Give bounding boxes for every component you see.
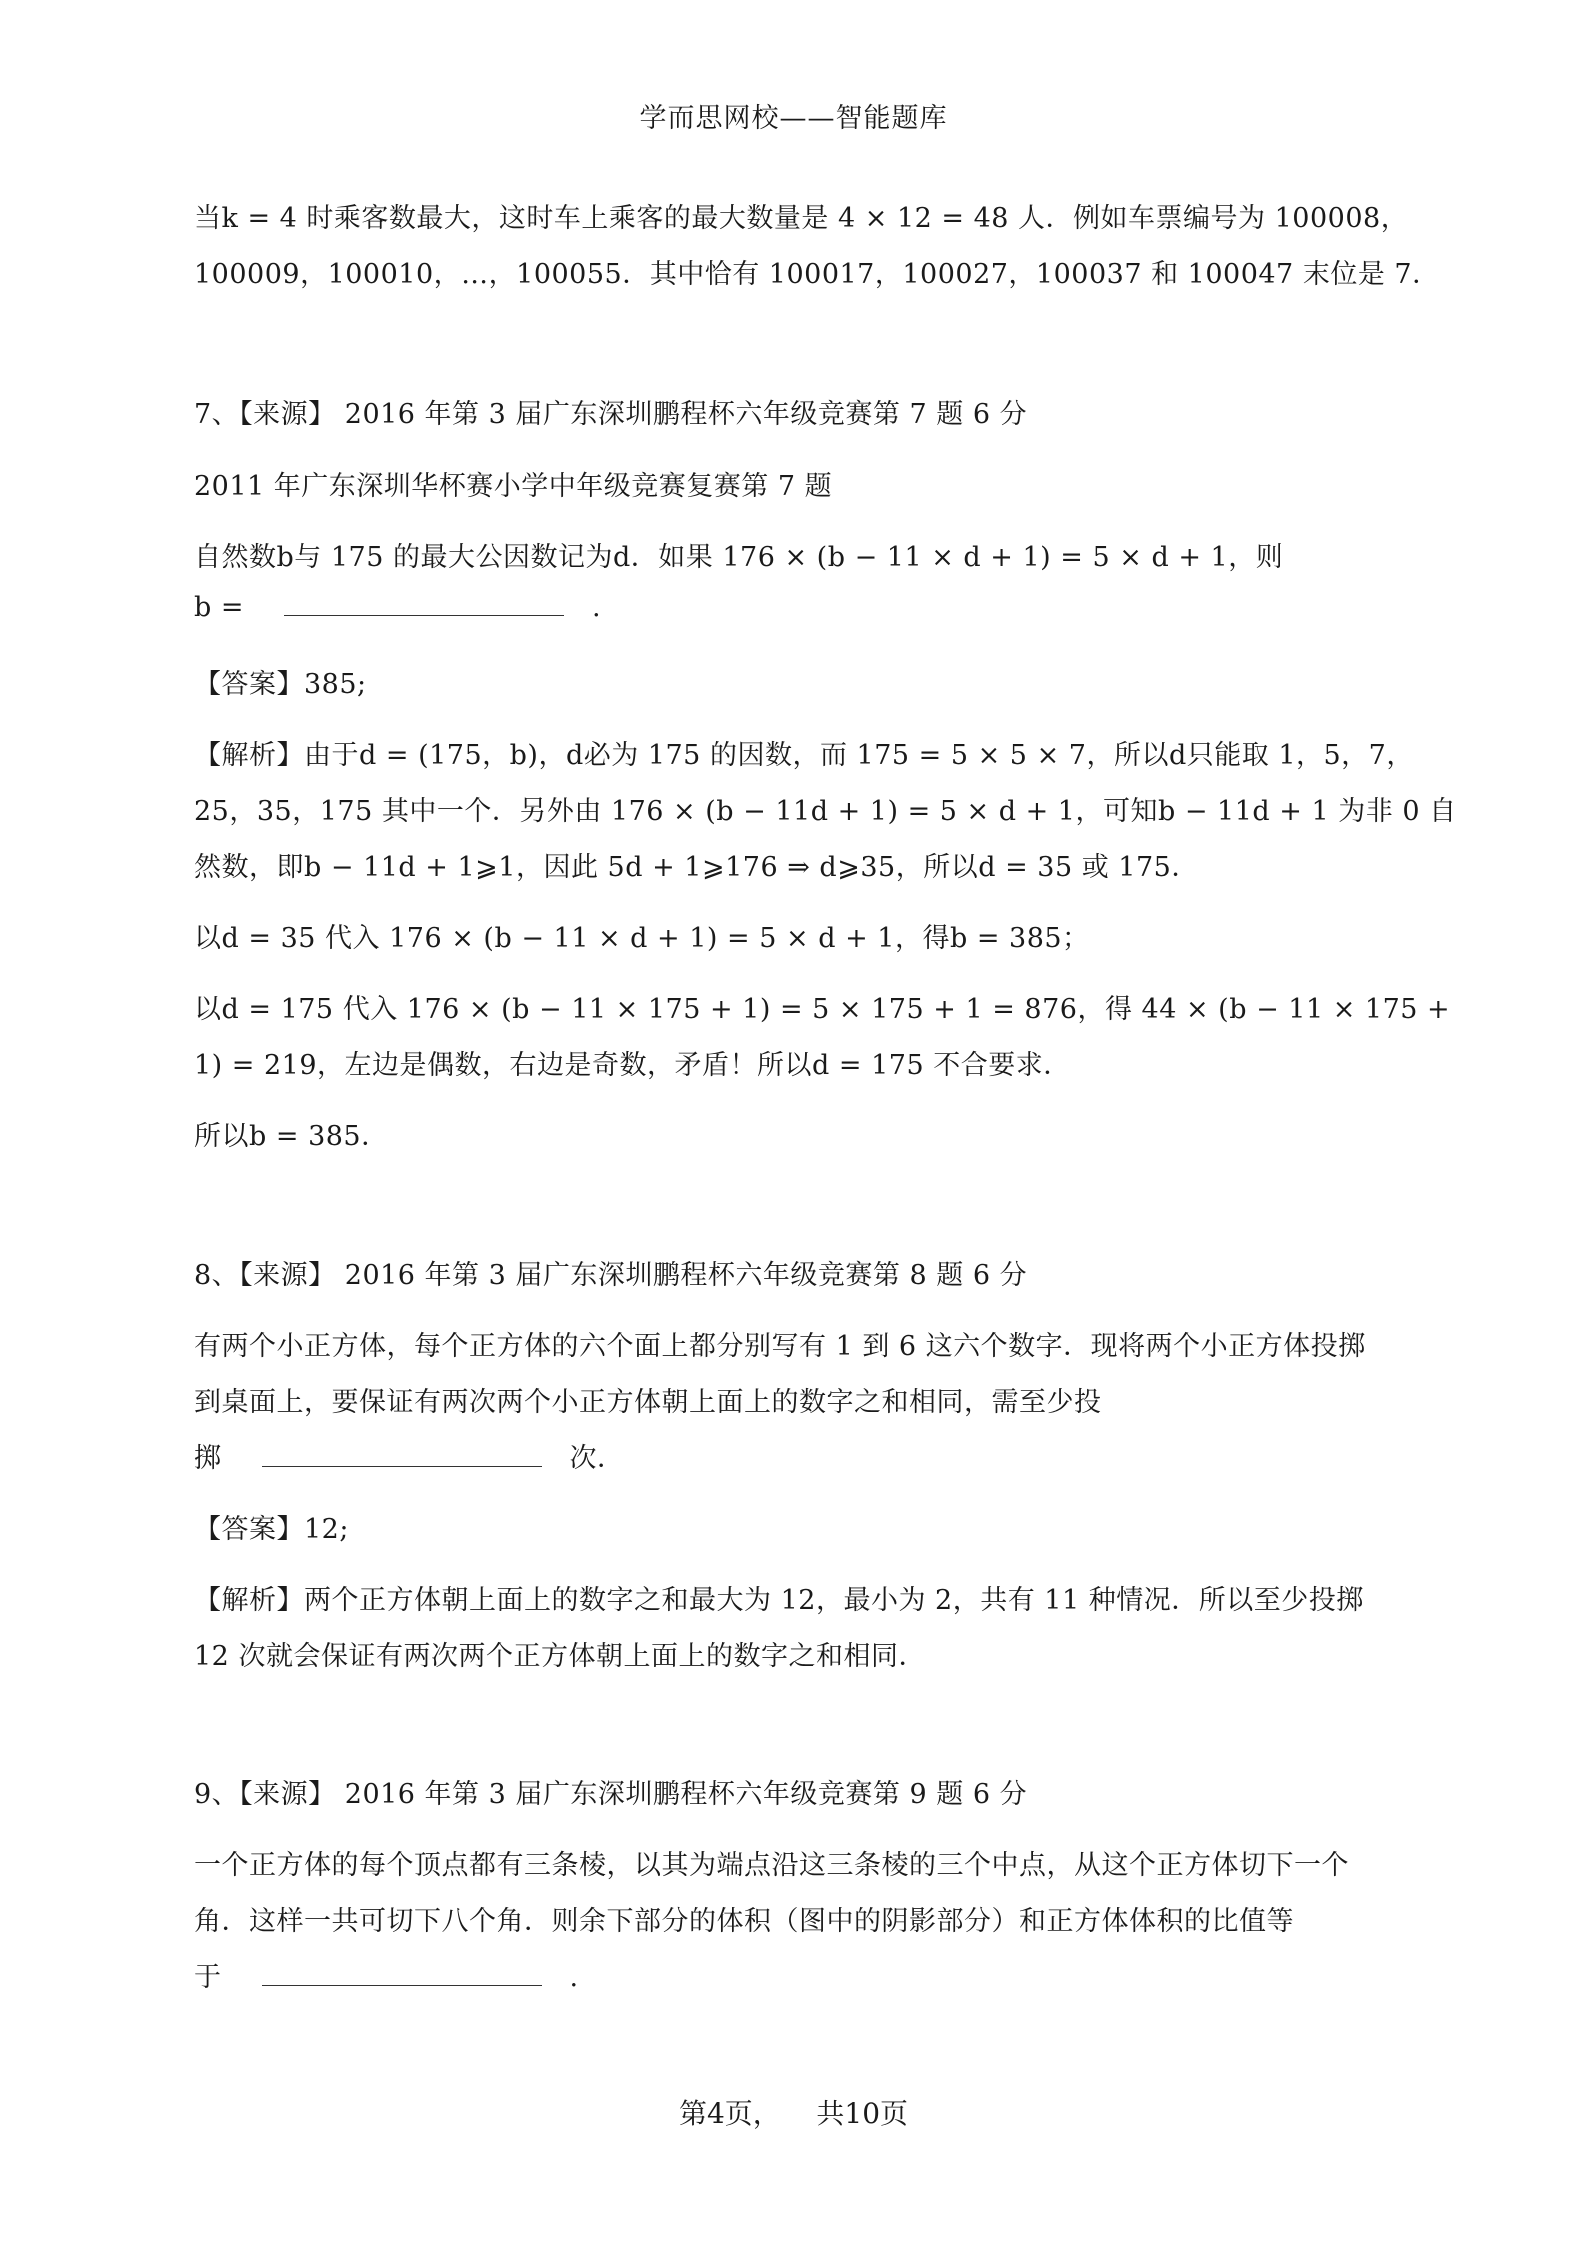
q9-stem-line-3 (194, 1955, 579, 1994)
q8-answer: 【答案】12; (194, 1514, 349, 1545)
q8-analysis-line-2: 12 次就会保证有两次两个正方体朝上面上的数字之和相同． (194, 1641, 926, 1672)
q7-analysis-line-7: 所以b = 385． (194, 1121, 389, 1152)
q8-source: 8、【来源】 2016 年第 3 届广东深圳鹏程杯六年级竞赛第 8 题 6 分 (194, 1260, 1028, 1291)
q7-analysis-line-2: 25，35，175 其中一个．另外由 176 × (b − 11d + 1) = 5 × d + 1，可知b − 11d + 1 为非 0 自 (194, 796, 1457, 827)
q7-analysis-line-6: 1) = 219，左边是偶数，右边是奇数，矛盾！所以d = 175 不合要求． (194, 1050, 1071, 1081)
q7-analysis-line-5: 以d = 175 代入 176 × (b − 11 × 175 + 1) = 5 × 175 + 1 = 876，得 44 × (b − 11 × 175 + (194, 994, 1451, 1025)
q8-analysis-line-1: 【解析】两个正方体朝上面上的数字之和最大为 12，最小为 2，共有 11 种情况．所以至少投掷 (194, 1585, 1364, 1616)
page-total: 共10页 (816, 2097, 909, 2130)
q7-source: 7、【来源】 2016 年第 3 届广东深圳鹏程杯六年级竞赛第 7 题 6 分 (194, 399, 1028, 430)
prev-solution-line-2: 100009，100010，…，100055．其中恰有 100017，100027，100037 和 100047 末位是 7． (194, 259, 1440, 290)
q7-stem-prefix: b = (194, 592, 244, 623)
page-footer (0, 2092, 1587, 2132)
q9-answer-blank (262, 1961, 542, 1986)
q9-stem-suffix: . (569, 1962, 579, 1993)
page-number: 第4页， (678, 2097, 781, 2130)
q8-answer-blank (262, 1442, 542, 1467)
q7-stem-line-2 (194, 591, 601, 623)
q9-stem-prefix: 于 (194, 1962, 222, 1993)
q7-answer-blank (284, 591, 564, 616)
q7-answer: 【答案】385; (194, 669, 367, 700)
q8-stem-line-3 (194, 1436, 625, 1475)
page-header: 学而思网校——智能题库 (639, 103, 948, 134)
q7-stem-suffix: . (592, 592, 602, 623)
q8-stem-prefix: 掷 (194, 1443, 222, 1474)
q9-stem-line-1: 一个正方体的每个顶点都有三条棱，以其为端点沿这三条棱的三个中点，从这个正方体切下一个 (194, 1850, 1349, 1881)
q9-source: 9、【来源】 2016 年第 3 届广东深圳鹏程杯六年级竞赛第 9 题 6 分 (194, 1779, 1028, 1810)
q8-stem-line-1: 有两个小正方体，每个正方体的六个面上都分别写有 1 到 6 这六个数字．现将两个小正方体投掷 (194, 1331, 1366, 1362)
q8-stem-suffix: 次． (569, 1443, 625, 1474)
q8-stem-line-2: 到桌面上，要保证有两次两个小正方体朝上面上的数字之和相同，需至少投 (194, 1387, 1102, 1418)
q7-stem-line-1: 自然数b与 175 的最大公因数记为d．如果 176 × (b − 11 × d + 1) = 5 × d + 1，则 (194, 542, 1284, 573)
prev-solution-line-1: 当k = 4 时乘客数最大，这时车上乘客的最大数量是 4 × 12 = 48 人．例如车票编号为 100008， (194, 203, 1409, 234)
q7-source-secondary: 2011 年广东深圳华杯赛小学中年级竞赛复赛第 7 题 (194, 471, 833, 502)
q9-stem-line-2: 角．这样一共可切下八个角．则余下部分的体积（图中的阴影部分）和正方体体积的比值等 (194, 1906, 1294, 1937)
q7-analysis-line-3: 然数，即b − 11d + 1⩾1，因此 5d + 1⩾176 ⇒ d⩾35，所以d = 35 或 175． (194, 852, 1199, 883)
q7-analysis-line-1: 【解析】由于d = (175，b)，d必为 175 的因数，而 175 = 5 × 5 × 7，所以d只能取 1，5，7， (194, 740, 1414, 771)
q7-analysis-line-4: 以d = 35 代入 176 × (b − 11 × d + 1) = 5 × d + 1，得b = 385； (194, 923, 1090, 954)
